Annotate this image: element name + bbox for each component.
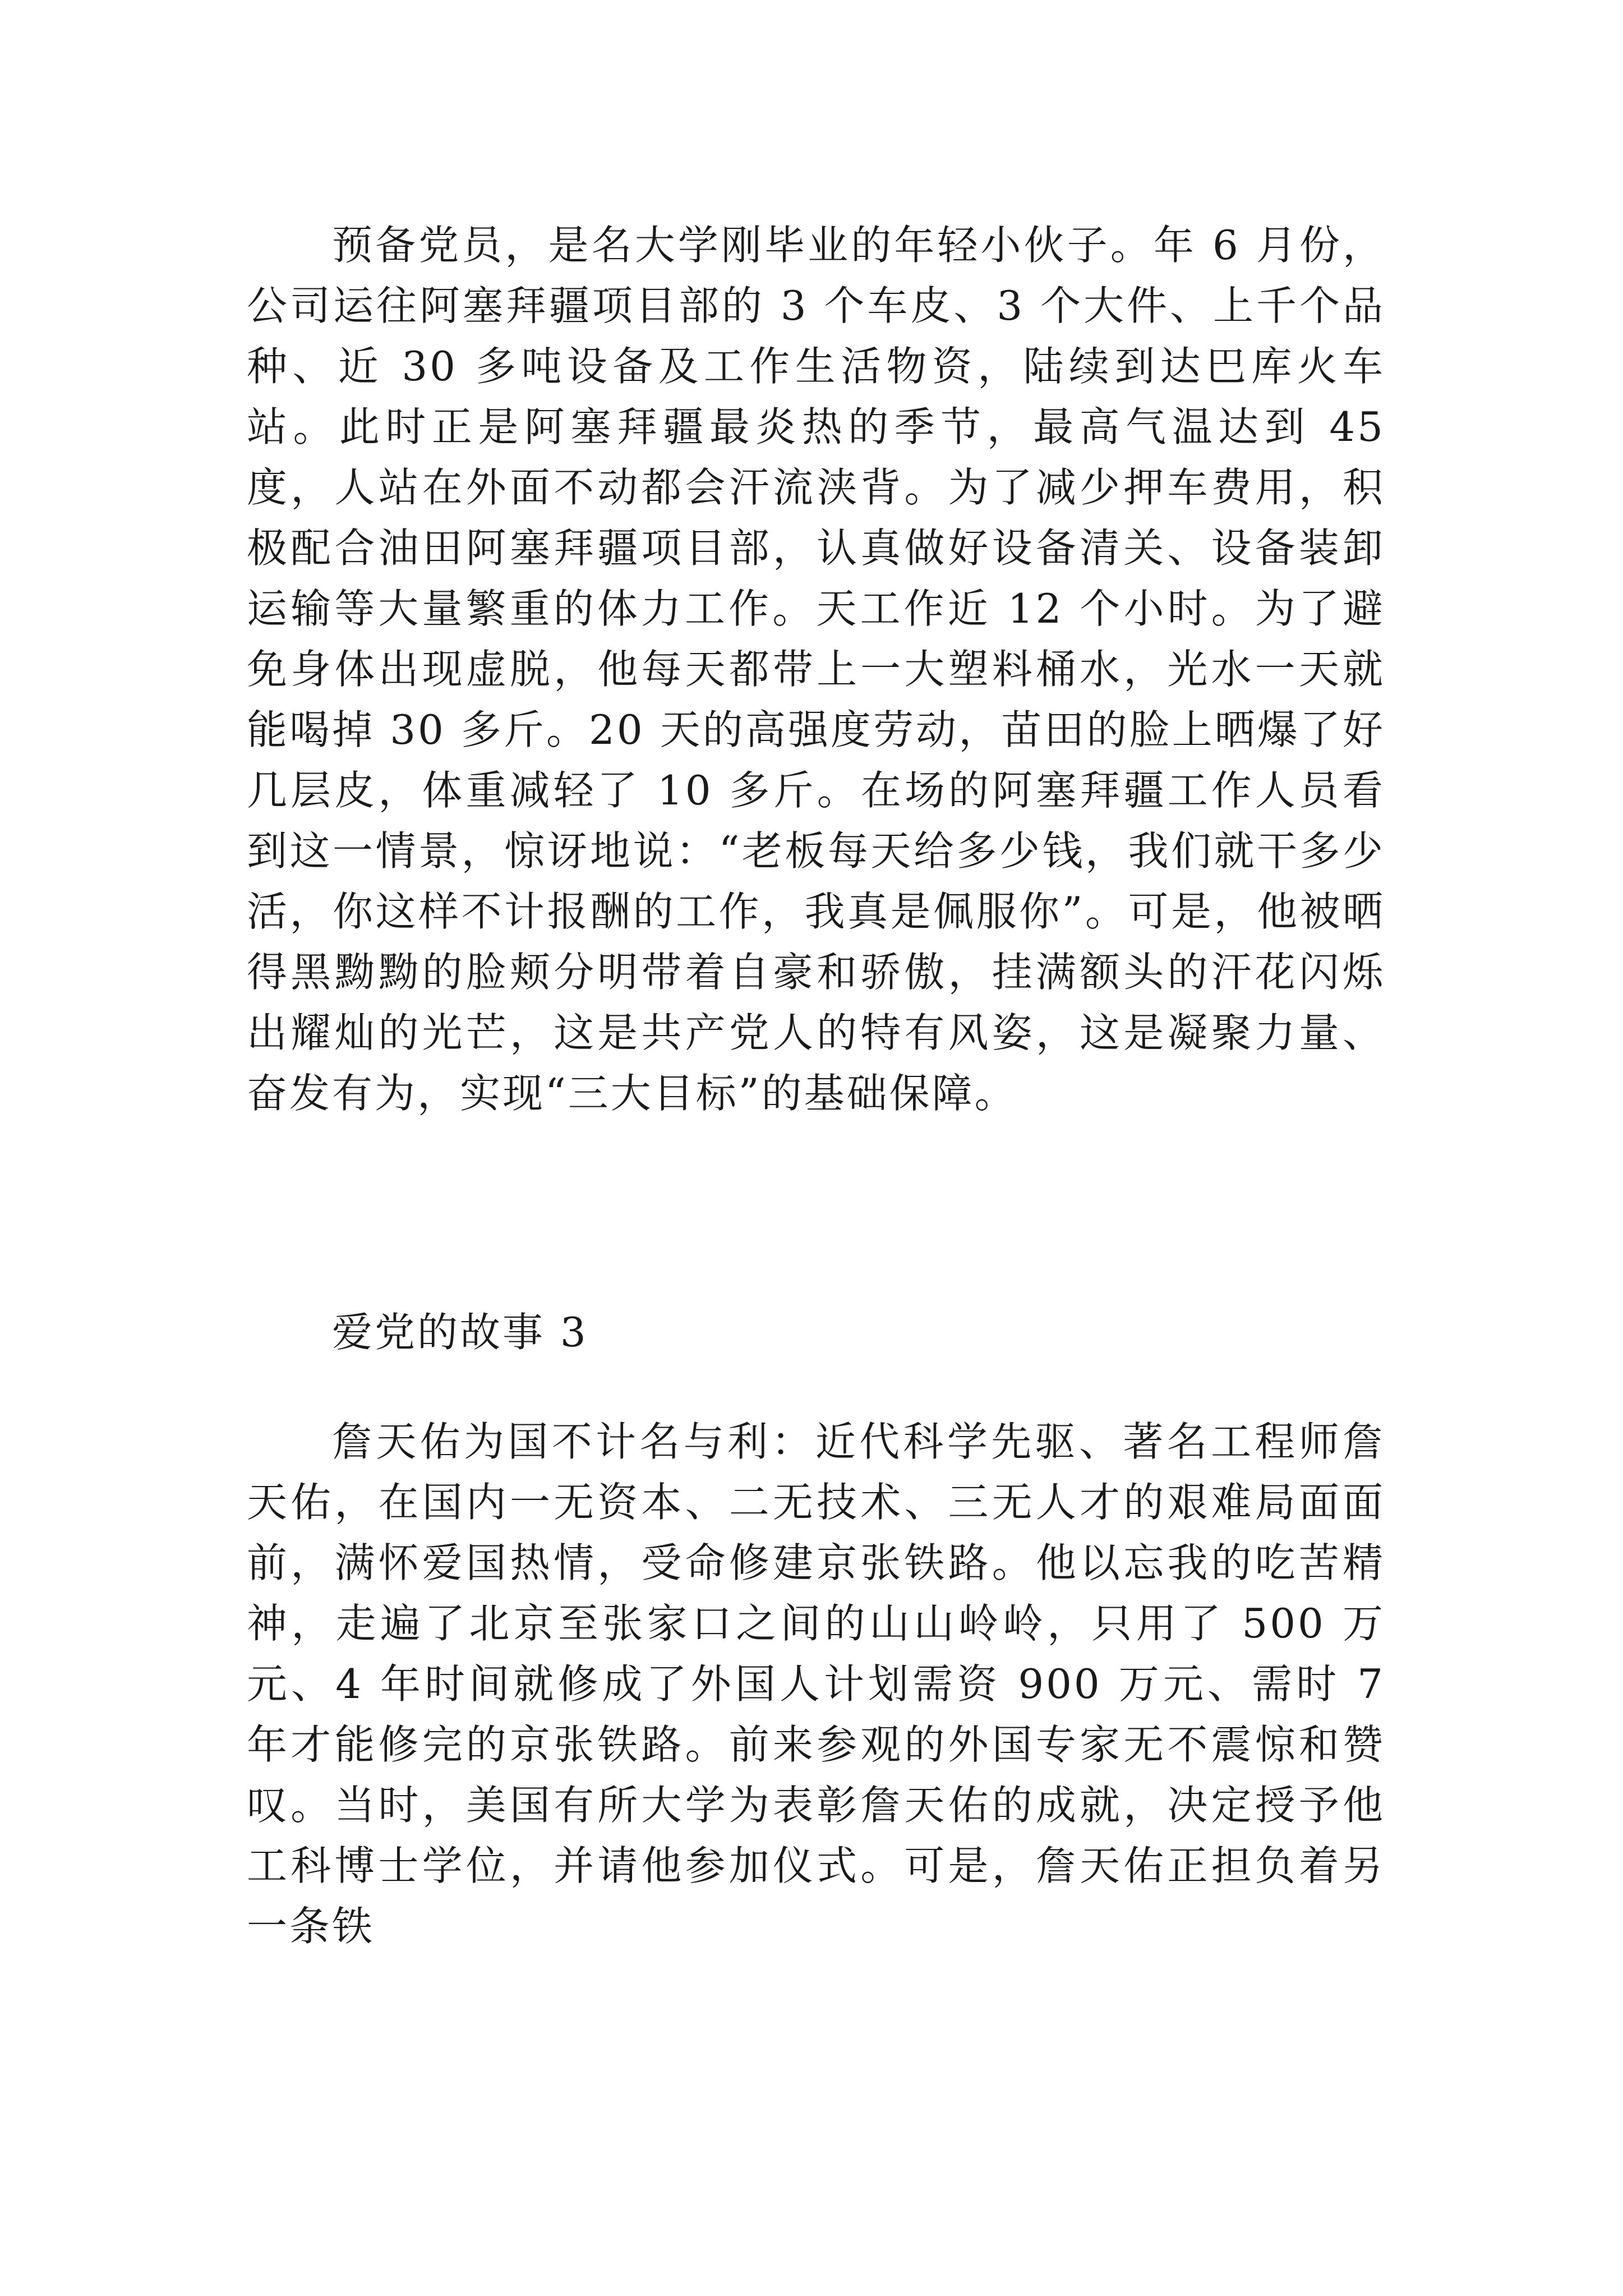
body-text-section-2 [247, 1411, 1385, 1957]
paragraph-party-member-story: 预备党员，是名大学刚毕业的年轻小伙子。年 6 月份，公司运往阿塞拜疆项目部的 3 个车皮、3 个大件、上千个品种、近 30 多吨设备及工作生活物资，陆续到达巴库火车站。此时正是阿塞拜疆最炎热的季节，最高气温达到 45 度，人站在外面不动都会汗流浃背。为了减少押车费用，积极配合油田阿塞拜疆项目部，认真做好设备清关、设备装卸运输等大量繁重的体力工作。天工作近 12 个小时。为了避免身体出现虚脱，他每天都带上一大塑料桶水，光水一天就能喝掉 30 多斤。20 天的高强度劳动，苗田的脸上晒爆了好几层皮，体重减轻了 10 多斤。在场的阿塞拜疆工作人员看到这一情景，惊讶地说：“老板每天给多少钱，我们就干多少活，你这样不计报酬的工作，我真是佩服你”。可是，他被晒得黑黝黝的脸颊分明带着自豪和骄傲，挂满额头的汗花闪烁出耀灿的光芒，这是共产党人的特有风姿，这是凝聚力量、奋发有为，实现“三大目标”的基础保障。 [247, 222, 1385, 1117]
section-heading-story-3: 爱党的故事 3 [332, 1309, 588, 1356]
body-text-section-1 [247, 215, 1385, 1124]
paragraph-zhan-tianyou-story: 詹天佑为国不计名与利：近代科学先驱、著名工程师詹天佑，在国内一无资本、二无技术、三无人才的艰难局面面前，满怀爱国热情，受命修建京张铁路。他以忘我的吃苦精神，走遍了北京至张家口之间的山山岭岭，只用了 500 万元、4 年时间就修成了外国人计划需资 900 万元、需时 7 年才能修完的京张铁路。前来参观的外国专家无不震惊和赞叹。当时，美国有所大学为表彰詹天佑的成就，决定授予他工科博士学位，并请他参加仪式。可是，詹天佑正担负着另一条铁 [247, 1418, 1385, 1950]
